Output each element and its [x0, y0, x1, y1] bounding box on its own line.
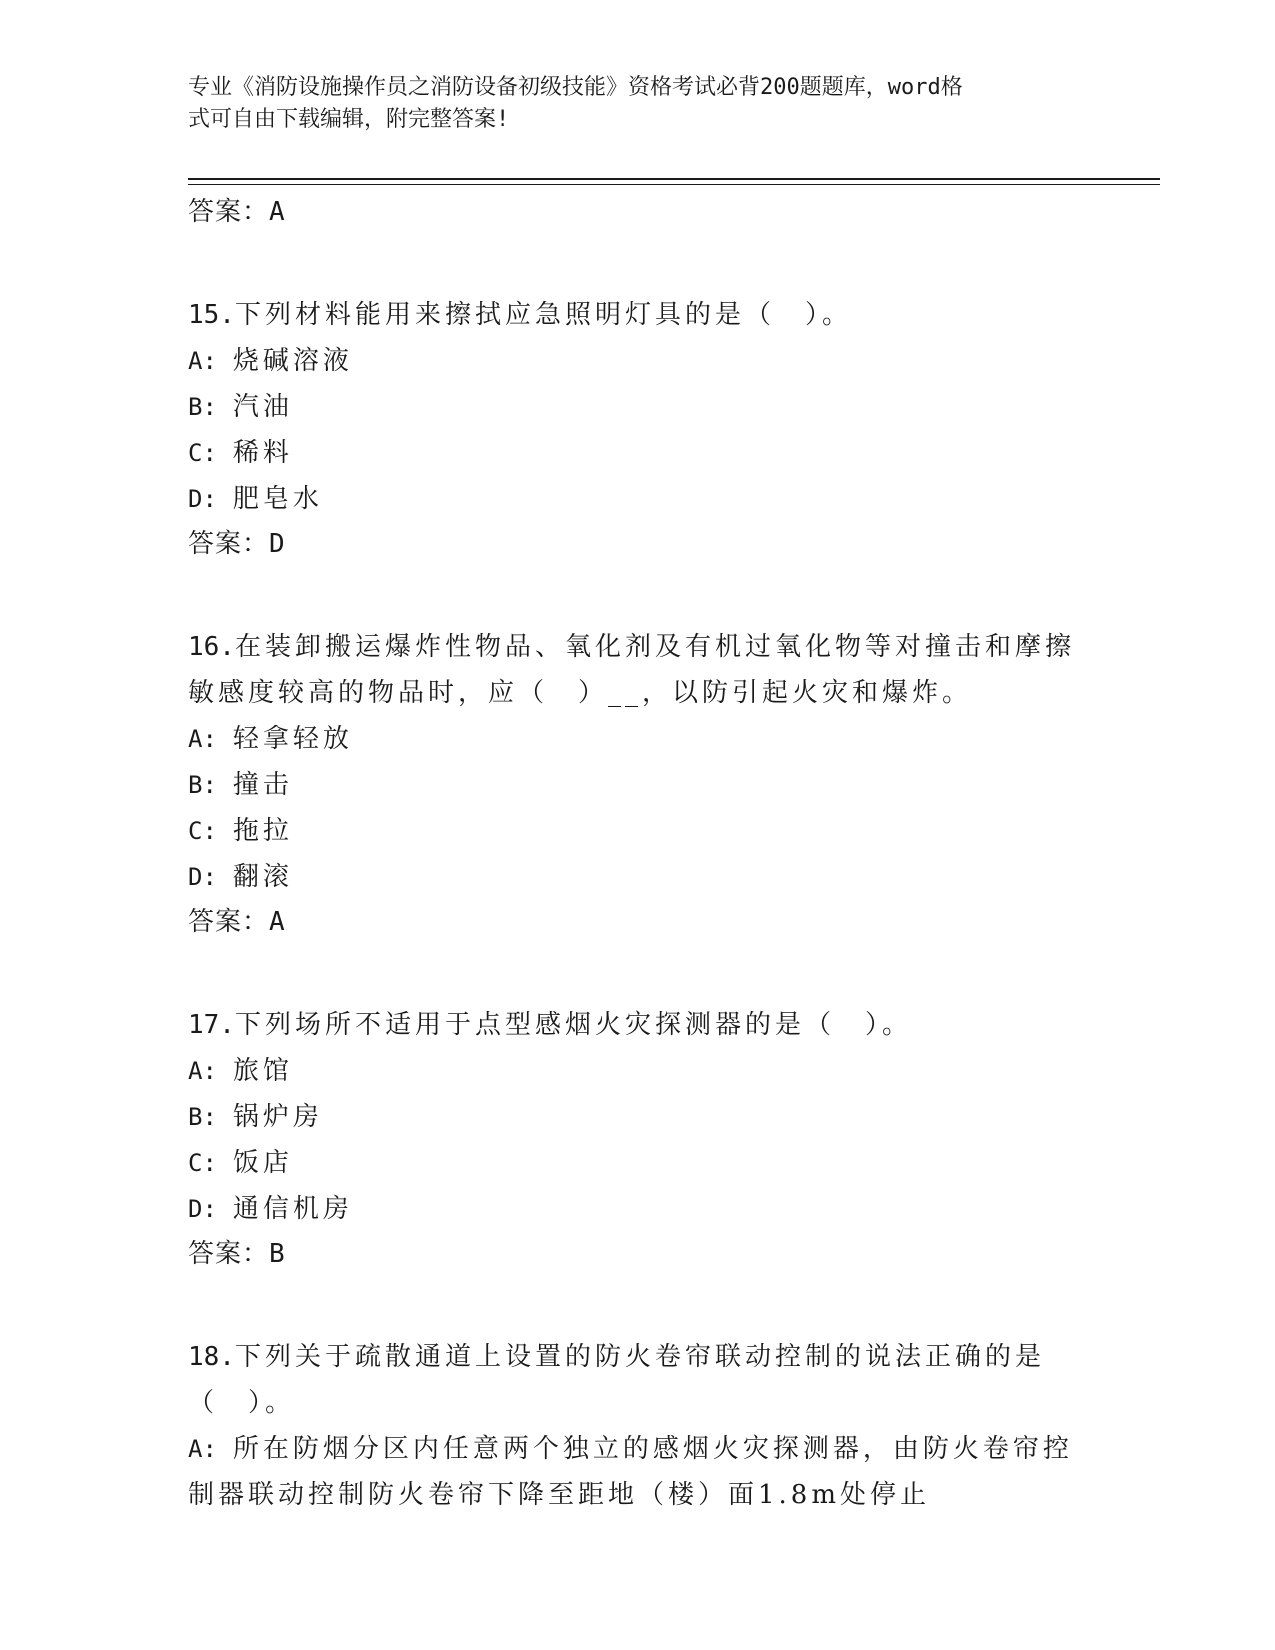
- question-number: 17.: [188, 1010, 235, 1040]
- option-label: C:: [188, 817, 217, 845]
- option-label: D:: [188, 485, 217, 513]
- option-d: [188, 854, 1088, 900]
- question-answer: [188, 900, 1088, 944]
- option-text: 旅馆: [232, 1056, 293, 1086]
- option-a: [188, 338, 1088, 384]
- option-label: A:: [188, 725, 217, 753]
- option-c: [188, 808, 1088, 854]
- question-15: [188, 292, 1088, 566]
- question-body: 在装卸搬运爆炸性物品、氧化剂及有机过氧化物等对撞击和摩擦敏感度较高的物品时，应（ ）__，以防引起火灾和爆炸。: [188, 632, 1075, 708]
- option-text: 锅炉房: [232, 1102, 323, 1132]
- option-text: 烧碱溶液: [232, 346, 353, 376]
- option-label: A:: [188, 1435, 217, 1463]
- option-label: D:: [188, 863, 217, 891]
- option-b: [188, 762, 1088, 808]
- question-text: [188, 292, 1088, 338]
- option-label: B:: [188, 1103, 217, 1131]
- option-label: C:: [188, 1149, 217, 1177]
- header-line-1: 专业《消防设施操作员之消防设备初级技能》资格考试必背200题题库，word格: [188, 75, 963, 100]
- answer-label: 答案：: [188, 907, 270, 937]
- option-text: 所在防烟分区内任意两个独立的感烟火灾探测器，由防火卷帘控制器联动控制防火卷帘下降至距地（楼）面1.8m处停止: [188, 1434, 1073, 1510]
- answer-label: 答案：: [188, 197, 270, 227]
- header-line-2: 式可自由下载编辑，附完整答案!: [188, 107, 510, 132]
- question-text: [188, 1002, 1088, 1048]
- document-header: [188, 72, 1068, 136]
- answer-value: A: [269, 907, 286, 937]
- option-text: 撞击: [232, 770, 293, 800]
- question-18: [188, 1334, 1088, 1518]
- option-text: 拖拉: [232, 816, 293, 846]
- option-b: [188, 1094, 1088, 1140]
- question-body: 下列关于疏散通道上设置的防火卷帘联动控制的说法正确的是（ ）。: [188, 1342, 1045, 1418]
- question-number: 16.: [188, 632, 235, 662]
- option-text: 轻拿轻放: [232, 724, 353, 754]
- question-body: 下列场所不适用于点型感烟火灾探测器的是（ ）。: [234, 1010, 912, 1040]
- option-a: [188, 1426, 1088, 1518]
- option-c: [188, 430, 1088, 476]
- answer-value: A: [269, 197, 286, 227]
- option-label: C:: [188, 439, 217, 467]
- option-label: A:: [188, 347, 217, 375]
- header-rule-thick: [188, 178, 1160, 180]
- option-d: [188, 1186, 1088, 1232]
- option-label: B:: [188, 771, 217, 799]
- answer-label: 答案：: [188, 529, 270, 559]
- question-number: 18.: [188, 1342, 235, 1372]
- option-text: 肥皂水: [232, 484, 323, 514]
- question-17: [188, 1002, 1088, 1276]
- question-answer: [188, 1232, 1088, 1276]
- option-label: D:: [188, 1195, 217, 1223]
- question-body: 下列材料能用来擦拭应急照明灯具的是（ ）。: [234, 300, 852, 330]
- option-label: B:: [188, 393, 217, 421]
- answer-value: B: [269, 1239, 286, 1269]
- option-text: 稀料: [232, 438, 293, 468]
- option-text: 饭店: [232, 1148, 293, 1178]
- option-b: [188, 384, 1088, 430]
- option-label: A:: [188, 1057, 217, 1085]
- question-text: [188, 624, 1088, 716]
- option-a: [188, 716, 1088, 762]
- previous-answer: [188, 190, 1088, 234]
- question-answer: [188, 522, 1088, 566]
- question-text: [188, 1334, 1088, 1426]
- question-list: [188, 190, 1088, 1518]
- option-text: 汽油: [232, 392, 293, 422]
- answer-value: D: [269, 529, 286, 559]
- option-a: [188, 1048, 1088, 1094]
- option-text: 通信机房: [232, 1194, 353, 1224]
- question-number: 15.: [188, 300, 235, 330]
- option-c: [188, 1140, 1088, 1186]
- question-16: [188, 624, 1088, 944]
- header-rule-thin: [188, 184, 1160, 185]
- option-d: [188, 476, 1088, 522]
- answer-label: 答案：: [188, 1239, 270, 1269]
- option-text: 翻滚: [232, 862, 293, 892]
